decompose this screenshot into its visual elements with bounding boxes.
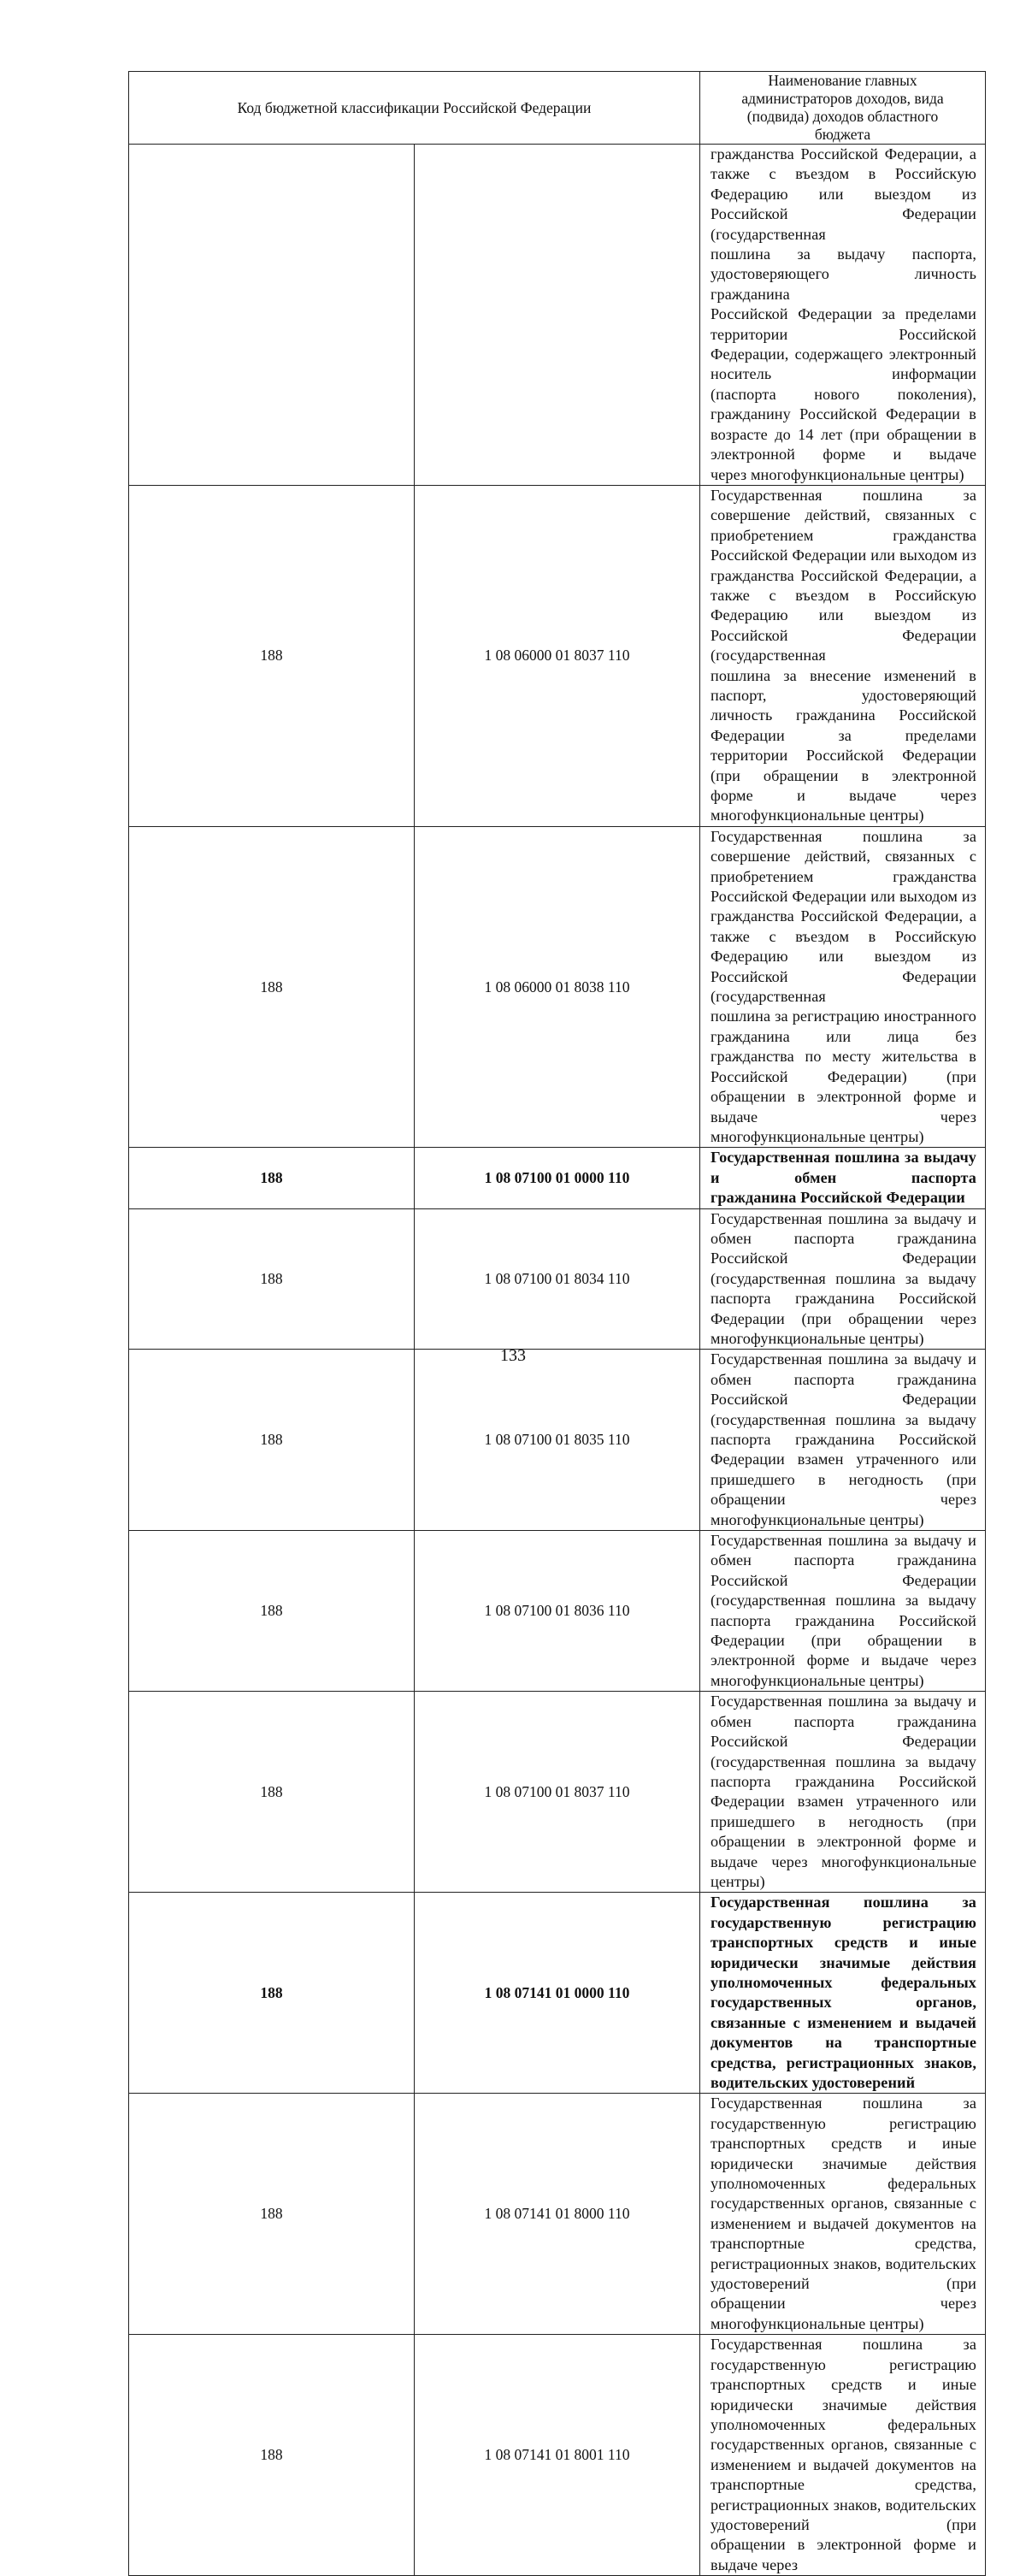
description-cell bbox=[700, 2335, 986, 2576]
description-line: транспортных средств и иные юридически значимые действия bbox=[711, 1934, 976, 1971]
description-line: приобретением гражданства Российской Федерации или выходом из bbox=[711, 526, 976, 564]
admin-code-cell: 188 bbox=[129, 1350, 415, 1531]
table-row bbox=[129, 2335, 986, 2576]
budget-code-cell: 1 08 06000 01 8037 110 bbox=[415, 485, 700, 826]
table-header-row bbox=[129, 72, 986, 145]
description-line: приобретением гражданства Российской Федерации или выходом из bbox=[711, 867, 976, 906]
description-line: обращении через многофункциональные центры) bbox=[711, 2295, 976, 2332]
description-line: связанные с изменением и выдачей документов на транспортные bbox=[711, 2013, 976, 2052]
admin-code-cell: 188 bbox=[129, 826, 415, 1148]
table-row bbox=[129, 1208, 986, 1350]
budget-code-cell: 1 08 07100 01 8036 110 bbox=[415, 1531, 700, 1692]
description-line: средства, регистрационных знаков, водительских удостоверений bbox=[711, 2053, 976, 2091]
budget-code-cell: 1 08 07141 01 8001 110 bbox=[415, 2335, 700, 2576]
description-line: (паспорта нового поколения), гражданину Российской Федерации в bbox=[711, 385, 976, 423]
description-line: Федерацию или выездом из Российской Федерации (государственная bbox=[711, 948, 976, 1006]
description-line: Федерацию или выездом из Российской Федерации (государственная bbox=[711, 606, 976, 665]
description-line: Российской Федерации (государственная пошлина за выдачу bbox=[711, 1250, 976, 1287]
description-line: Российской Федерации (государственная пошлина за выдачу bbox=[711, 1733, 976, 1770]
description-line: Государственная пошлина за совершение действий, связанных с bbox=[711, 827, 976, 866]
description-line: изменением и выдачей документов на транспортные средства, bbox=[711, 2455, 976, 2494]
description-line: Государственная пошлина за государственную регистрацию bbox=[711, 1894, 976, 1931]
admin-code-cell: 188 bbox=[129, 1148, 415, 1208]
description-line: форме и выдаче через многофункциональные центры) bbox=[711, 787, 976, 824]
admin-code-cell: 188 bbox=[129, 1208, 415, 1350]
table-row bbox=[129, 1692, 986, 1893]
table-row bbox=[129, 485, 986, 826]
description-line: гражданства Российской Федерации, а также с въездом в Российскую bbox=[711, 566, 976, 604]
budget-code-table bbox=[128, 71, 986, 2576]
description-line: Государственная пошлина за выдачу и обмен паспорта гражданина bbox=[711, 1532, 976, 1569]
description-cell bbox=[700, 1692, 986, 1893]
description-line: электронной форме и выдаче через многофункциональные центры) bbox=[711, 1651, 976, 1689]
description-line: многофункциональные центры) bbox=[711, 1329, 924, 1347]
admin-code-cell: 188 bbox=[129, 1893, 415, 2094]
budget-code-cell: 1 08 07141 01 0000 110 bbox=[415, 1893, 700, 2094]
description-line: обращении в электронной форме и выдаче через bbox=[711, 2536, 976, 2573]
description-line: через многофункциональные центры) bbox=[711, 465, 964, 483]
budget-code-cell: 1 08 07100 01 8034 110 bbox=[415, 1208, 700, 1350]
description-line: возрасте до 14 лет (при обращении в электронной форме и выдаче bbox=[711, 425, 976, 464]
description-line: пришедшего в негодность (при обращении через bbox=[711, 1470, 976, 1509]
description-line: Российской Федерации (государственная пошлина за выдачу bbox=[711, 1391, 976, 1428]
description-line: гражданства Российской Федерации, а также с въездом в Российскую bbox=[711, 145, 976, 183]
description-line: пришедшего в негодность (при обращении в электронной форме и bbox=[711, 1812, 976, 1851]
description-line: Государственная пошлина за государственную регистрацию bbox=[711, 2094, 976, 2132]
description-cell bbox=[700, 1350, 986, 1531]
description-line: личность гражданина Российской Федерации за пределами bbox=[711, 706, 976, 744]
description-line: транспортных средств и иные юридически значимые действия bbox=[711, 2376, 976, 2414]
table-row bbox=[129, 145, 986, 486]
description-line: паспорта гражданина Российской Федерации (при обращении в bbox=[711, 1611, 976, 1650]
description-line: паспорта гражданина Российской Федерации взамен утраченного или bbox=[711, 1431, 976, 1468]
description-line: уполномоченных федеральных государственных органов, связанные с bbox=[711, 2415, 976, 2454]
description-line: Федерацию или выездом из Российской Федерации (государственная bbox=[711, 185, 976, 243]
description-line: гражданства Российской Федерации, а также с въездом в Российскую bbox=[711, 907, 976, 945]
description-line: пошлина за регистрацию иностранного гражданина или лица без bbox=[711, 1007, 976, 1045]
budget-code-cell: 1 08 07100 01 8037 110 bbox=[415, 1692, 700, 1893]
admin-code-cell: 188 bbox=[129, 2335, 415, 2576]
page-number: 133 bbox=[500, 1346, 526, 1365]
description-cell bbox=[700, 1531, 986, 1692]
table-row bbox=[129, 1531, 986, 1692]
description-line: Российской Федерации (государственная пошлина за выдачу bbox=[711, 1571, 976, 1610]
header-name-column: Наименование главных администраторов доходов, вида (подвида) доходов областного бюджета bbox=[700, 72, 986, 145]
description-line: Государственная пошлина за совершение действий, связанных с bbox=[711, 486, 976, 524]
description-line: гражданина Российской Федерации bbox=[711, 1189, 965, 1207]
admin-code-cell: 188 bbox=[129, 485, 415, 826]
description-line: территории Российской Федерации (при обращении в электронной bbox=[711, 747, 976, 784]
header-code-column: Код бюджетной классификации Российской Федерации bbox=[129, 72, 700, 145]
description-cell bbox=[700, 2094, 986, 2335]
description-cell bbox=[700, 1208, 986, 1350]
description-line: паспорта гражданина Российской Федерации (при обращении через bbox=[711, 1290, 976, 1327]
admin-code-cell: 188 bbox=[129, 1692, 415, 1893]
admin-code-cell: 188 bbox=[129, 1531, 415, 1692]
table-row bbox=[129, 1148, 986, 1208]
description-line: уполномоченных федеральных государственных органов, связанные с bbox=[711, 2175, 976, 2213]
description-line: гражданства по месту жительства в Российской Федерации) (при bbox=[711, 1048, 976, 1085]
description-cell bbox=[700, 826, 986, 1148]
description-line: выдаче через многофункциональные центры) bbox=[711, 1852, 976, 1890]
description-cell bbox=[700, 485, 986, 826]
budget-code-cell: 1 08 06000 01 8038 110 bbox=[415, 826, 700, 1148]
description-line: Государственная пошлина за выдачу и обмен паспорта гражданина bbox=[711, 1350, 976, 1388]
description-line: Государственная пошлина за выдачу и обмен паспорта гражданина bbox=[711, 1693, 976, 1730]
description-cell bbox=[700, 1148, 986, 1208]
table-row bbox=[129, 1350, 986, 1531]
budget-code-cell bbox=[415, 145, 700, 486]
budget-code-cell: 1 08 07100 01 0000 110 bbox=[415, 1148, 700, 1208]
admin-code-cell bbox=[129, 145, 415, 486]
description-line: изменением и выдачей документов на транспортные средства, bbox=[711, 2214, 976, 2253]
description-line: паспорта гражданина Российской Федерации взамен утраченного или bbox=[711, 1772, 976, 1811]
table-row bbox=[129, 1893, 986, 2094]
description-line: Государственная пошлина за выдачу и обмен паспорта bbox=[711, 1149, 976, 1186]
admin-code-cell: 188 bbox=[129, 2094, 415, 2335]
table-row bbox=[129, 2094, 986, 2335]
description-cell bbox=[700, 1893, 986, 2094]
description-line: Российской Федерации за пределами территории Российской bbox=[711, 305, 976, 343]
description-line: многофункциональные центры) bbox=[711, 1127, 924, 1145]
description-line: транспортных средств и иные юридически значимые действия bbox=[711, 2135, 976, 2172]
description-line: Государственная пошлина за выдачу и обмен паспорта гражданина bbox=[711, 1209, 976, 1247]
description-line: регистрационных знаков, водительских удостоверений (при bbox=[711, 2254, 976, 2293]
budget-code-cell: 1 08 07100 01 8035 110 bbox=[415, 1350, 700, 1531]
description-line: обращении в электронной форме и выдаче через bbox=[711, 1088, 976, 1126]
description-line: многофункциональные центры) bbox=[711, 1510, 924, 1528]
table-row bbox=[129, 826, 986, 1148]
description-line: уполномоченных федеральных государственных органов, bbox=[711, 1973, 976, 2012]
description-line: Государственная пошлина за государственную регистрацию bbox=[711, 2336, 976, 2373]
description-cell bbox=[700, 145, 986, 486]
description-line: пошлина за внесение изменений в паспорт, удостоверяющий bbox=[711, 666, 976, 704]
description-line: регистрационных знаков, водительских удостоверений (при bbox=[711, 2496, 976, 2533]
budget-code-cell: 1 08 07141 01 8000 110 bbox=[415, 2094, 700, 2335]
description-line: пошлина за выдачу паспорта, удостоверяющего личность гражданина bbox=[711, 245, 976, 303]
description-line: Федерации, содержащего электронный носитель информации bbox=[711, 346, 976, 383]
